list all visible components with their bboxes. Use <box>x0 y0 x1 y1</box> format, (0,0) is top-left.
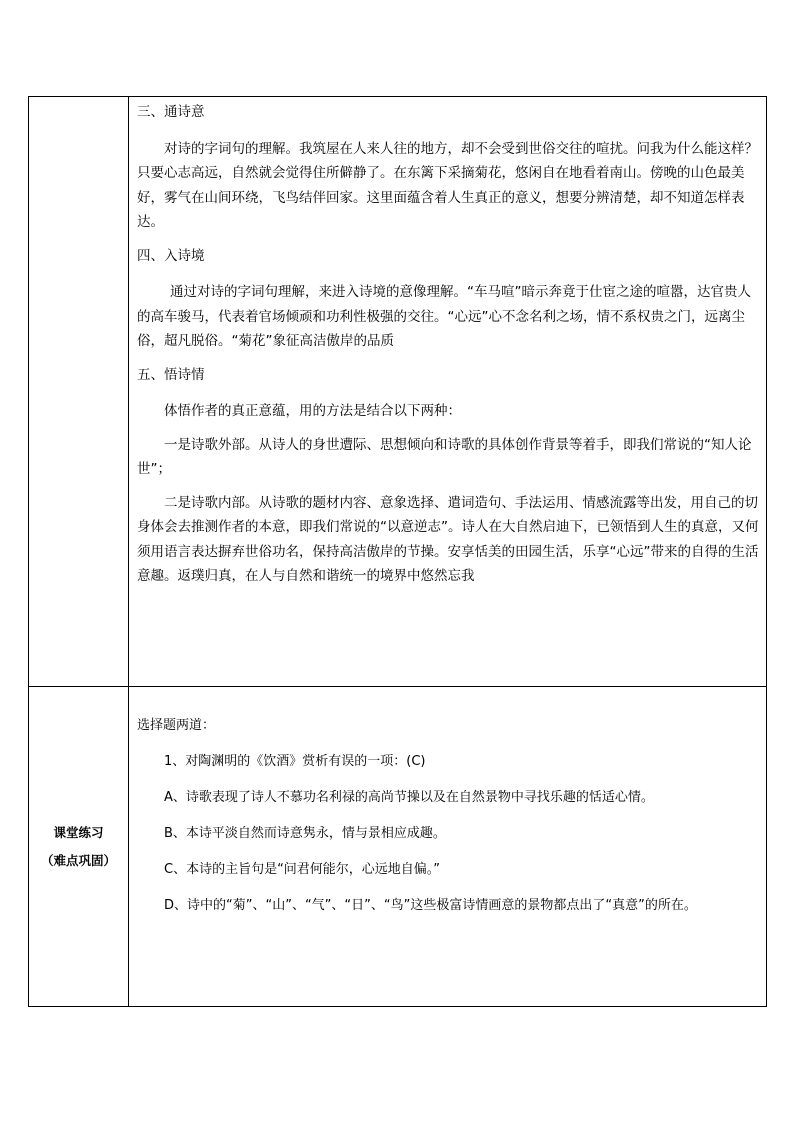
section-3-paragraph: 对诗的字词句的理解。我筑屋在人来人往的地方，却不会受到世俗交往的喧扰。问我为什么能这样？只要心志高远，自然就会觉得住所僻静了。在东篱下采摘菊花，悠闲自在地看着南山。傍晚的山色最美好，雾气在山间环绕，飞鸟结伴回家。这里面蕴含着人生真正的意义，想要分辨清楚，却不知道怎样表达。 <box>137 140 758 230</box>
section-5-point-2: 二是诗歌内部。从诗歌的题材内容、意象选择、遣词造句、手法运用、情感流露等出发，用自己的切身体会去推测作者的本意，即我们常说的“以意逆志”。诗人在大自然启迪下，已领悟到人生的真意，又何须用语言表达摒弃世俗功名，保持高洁傲岸的节操。安享恬美的田园生活，乐享“心远”带来的自得的生活意趣。返璞归真，在人与自然和谐统一的境界中悠然忘我 <box>137 494 759 584</box>
practice-title: 选择题两道： <box>137 718 216 733</box>
lesson-plan-table <box>28 96 767 1007</box>
section-heading-4: 四、入诗境 <box>137 247 205 264</box>
practice-label: 课堂练习 <box>53 824 104 840</box>
option-d: D、诗中的“菊”、“山”、“气”、“日”、“鸟”这些极富诗情画意的景物都点出了“真意”的所在。 <box>164 898 697 913</box>
section-5-intro: 体悟作者的真正意蕴，用的方法是结合以下两种： <box>164 403 461 419</box>
content-cell <box>129 97 767 687</box>
practice-sublabel: （难点巩固） <box>40 852 116 868</box>
section-4-paragraph: 通过对诗的字词句理解，来进入诗境的意像理解。“车马喧”暗示奔竟于仕宦之途的喧嚣，达官贵人的高车骏马，代表着官场倾顽和功利性极强的交往。“心远”心不念名利之场，情不系权贵之门，远离尘俗，超凡脱俗。“菊花”象征高洁傲岸的品质 <box>137 284 751 349</box>
practice-label-cell <box>29 687 129 1007</box>
section-heading-3: 三、通诗意 <box>137 104 205 120</box>
section-5-point-1: 一是诗歌外部。从诗人的身世遭际、思想倾向和诗歌的具体创作背景等着手，即我们常说的“知人论世”； <box>137 436 752 477</box>
question-1: 1、对陶渊明的《饮酒》赏析有误的一项：(C) <box>164 754 426 769</box>
practice-content-cell <box>129 687 767 1007</box>
option-b: B、本诗平淡自然而诗意隽永，情与景相应成趣。 <box>164 826 446 841</box>
option-c: C、本诗的主旨句是“问君何能尔，心远地自偏。” <box>164 862 441 877</box>
empty-label-cell <box>29 97 129 687</box>
table-row <box>29 687 767 1007</box>
section-heading-5: 五、悟诗情 <box>137 366 205 383</box>
table-row <box>29 97 767 687</box>
option-a: A、诗歌表现了诗人不慕功名利禄的高尚节操以及在自然景物中寻找乐趣的恬适心情。 <box>164 790 654 805</box>
